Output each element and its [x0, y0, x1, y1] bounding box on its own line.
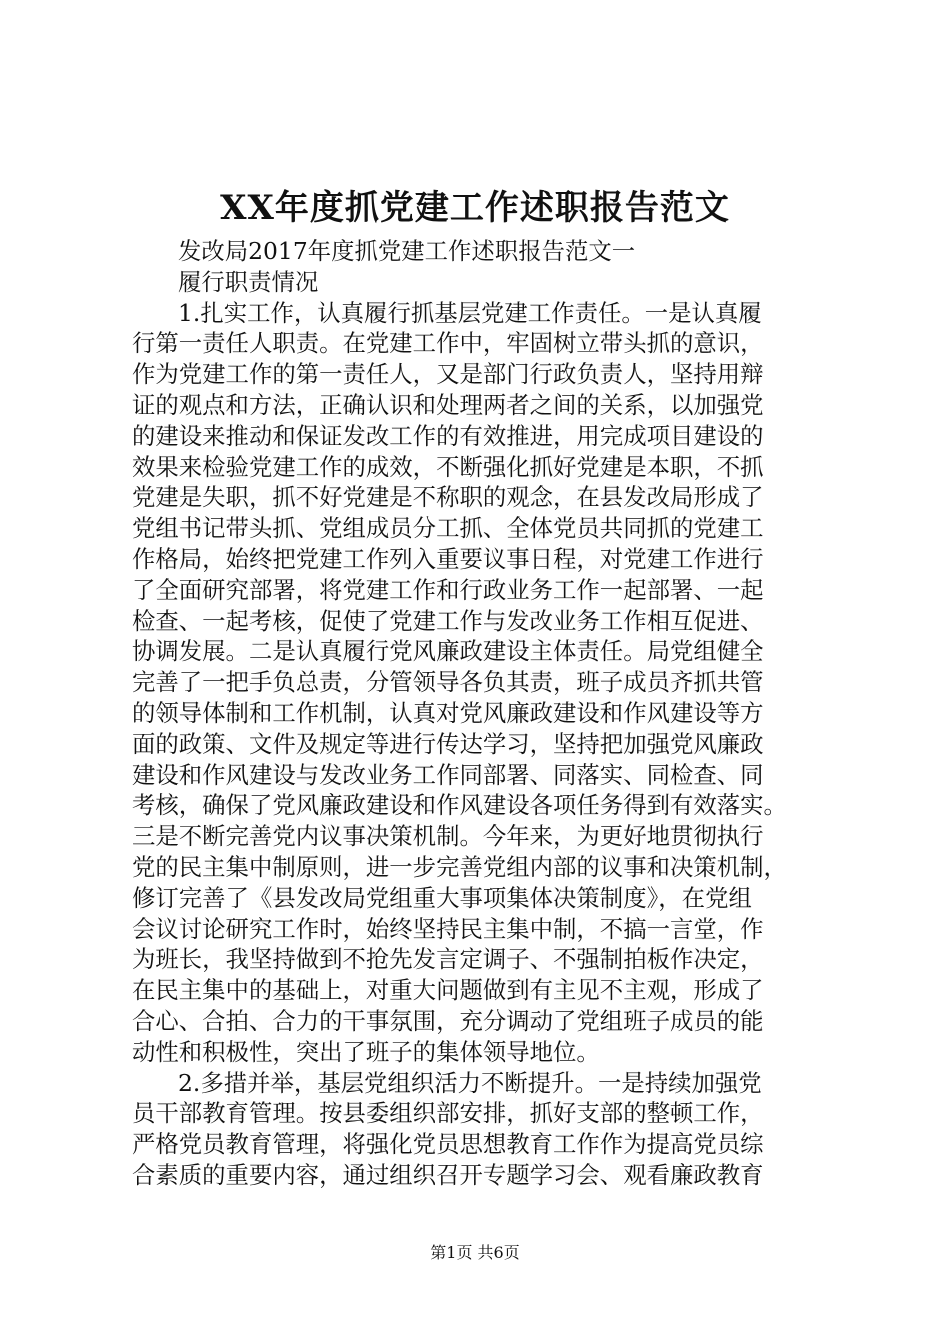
body-line: 党组书记带头抓、党组成员分工抓、全体党员共同抓的党建工 [132, 514, 764, 543]
document-title: XX年度抓党建工作述职报告范文 [220, 188, 730, 228]
body-line: 考核，确保了党风廉政建设和作风建设各项任务得到有效落实。 [132, 791, 787, 820]
body-line: 证的观点和方法，正确认识和处理两者之间的关系，以加强党 [132, 390, 764, 419]
body-line: 发改局2017年度抓党建工作述职报告范文一 [178, 237, 636, 265]
body-line: 合素质的重要内容，通过组织召开专题学习会、观看廉政教育 [132, 1160, 764, 1189]
page-footer: 第1页 共6页 [430, 1243, 520, 1262]
body-line: 行第一责任人职责。在党建工作中，牢固树立带头抓的意识， [132, 329, 764, 358]
body-line: 1.扎实工作，认真履行抓基层党建工作责任。一是认真履 [178, 298, 762, 327]
body-line: 作格局，始终把党建工作列入重要议事日程，对党建工作进行 [132, 544, 764, 573]
body-line: 党的民主集中制原则，进一步完善党组内部的议事和决策机制， [132, 852, 787, 881]
document-body [132, 236, 834, 1191]
body-line: 三是不断完善党内议事决策机制。今年来，为更好地贯彻执行 [132, 822, 764, 851]
body-line: 会议讨论研究工作时，始终坚持民主集中制，不搞一言堂，作 [132, 914, 764, 943]
body-line: 建设和作风建设与发改业务工作同部署、同落实、同检查、同 [132, 760, 764, 789]
body-line: 党建是失职，抓不好党建是不称职的观念，在县发改局形成了 [132, 483, 764, 512]
body-line: 动性和积极性，突出了班子的集体领导地位。 [132, 1037, 600, 1066]
body-line: 效果来检验党建工作的成效，不断强化抓好党建是本职，不抓 [132, 452, 764, 481]
body-line: 在民主集中的基础上，对重大问题做到有主见不主观，形成了 [132, 976, 764, 1005]
body-line: 了全面研究部署，将党建工作和行政业务工作一起部署、一起 [132, 575, 764, 604]
body-line: 的建设来推动和保证发改工作的有效推进，用完成项目建设的 [132, 421, 764, 450]
body-line: 严格党员教育管理，将强化党员思想教育工作作为提高党员综 [132, 1130, 764, 1159]
body-line: 履行职责情况 [178, 267, 319, 296]
body-line: 作为党建工作的第一责任人，又是部门行政负责人，坚持用辩 [132, 360, 764, 389]
body-line: 为班长，我坚持做到不抢先发言定调子、不强制拍板作决定， [132, 945, 764, 974]
body-line: 检查、一起考核，促使了党建工作与发改业务工作相互促进、 [132, 606, 764, 635]
body-line: 完善了一把手负总责，分管领导各负其责，班子成员齐抓共管 [132, 668, 764, 697]
body-line: 面的政策、文件及规定等进行传达学习，坚持把加强党风廉政 [132, 729, 764, 758]
body-line: 2.多措并举，基层党组织活力不断提升。一是持续加强党 [178, 1068, 762, 1097]
body-line: 修订完善了《县发改局党组重大事项集体决策制度》，在党组 [132, 883, 752, 912]
body-line: 协调发展。二是认真履行党风廉政建设主体责任。局党组健全 [132, 637, 764, 666]
body-line: 员干部教育管理。按县委组织部安排，抓好支部的整顿工作， [132, 1099, 764, 1128]
body-line: 的领导体制和工作机制，认真对党风廉政建设和作风建设等方 [132, 698, 764, 727]
body-line: 合心、合拍、合力的干事氛围，充分调动了党组班子成员的能 [132, 1006, 764, 1035]
